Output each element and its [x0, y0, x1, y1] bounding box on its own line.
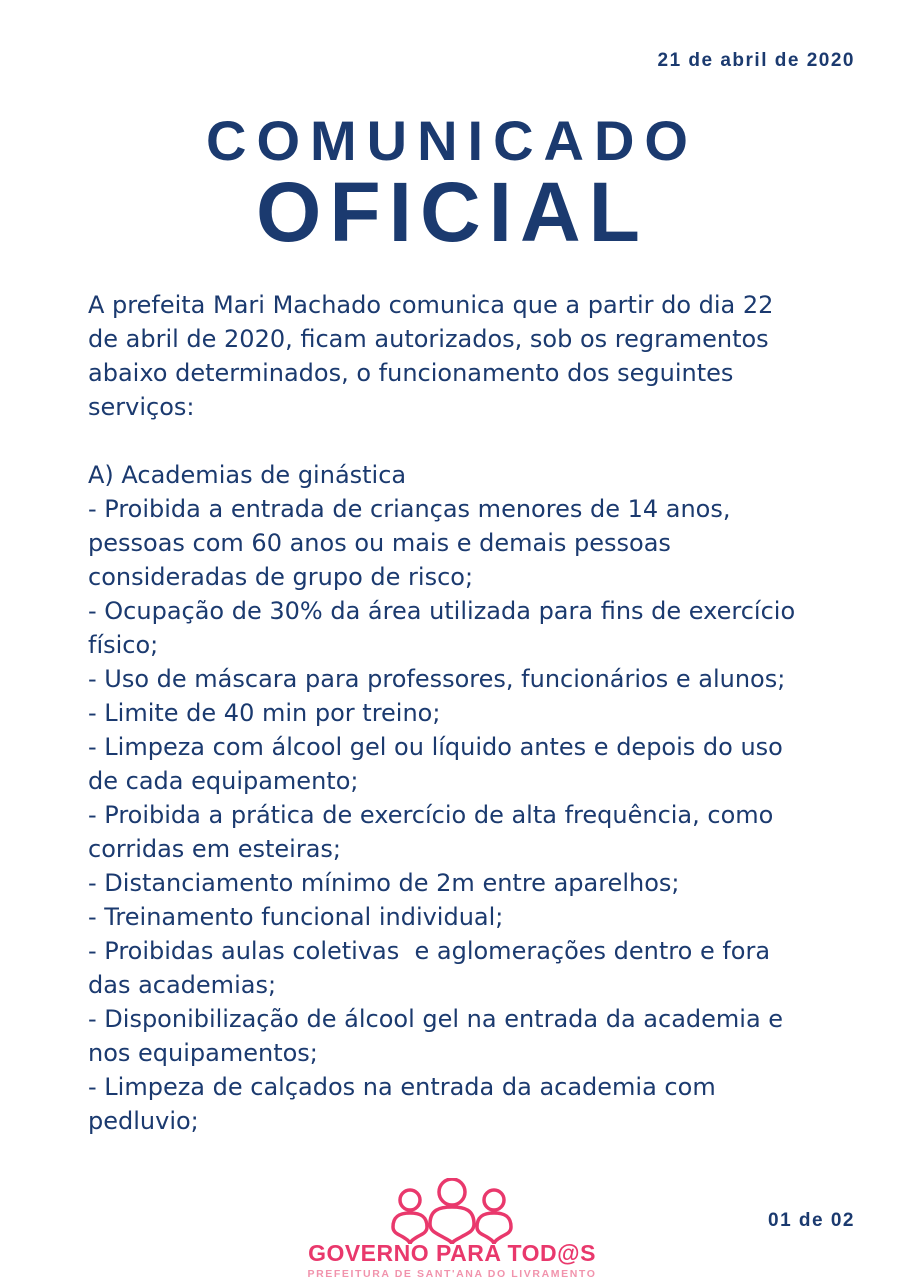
body-line: pessoas com 60 anos ou mais e demais pessoas	[88, 529, 671, 557]
date-text: 21 de abril de 2020	[657, 50, 855, 71]
body-line	[88, 424, 858, 458]
body-line: consideradas de grupo de risco;	[88, 563, 474, 591]
page-number: 01 de 02	[768, 1210, 855, 1231]
body-line: das academias;	[88, 971, 277, 999]
body-line: - Uso de máscara para professores, funcionários e alunos;	[88, 665, 786, 693]
body-line: serviços:	[88, 393, 195, 421]
body-line: corridas em esteiras;	[88, 835, 341, 863]
logo-subtitle: PREFEITURA DE SANT'ANA DO LIVRAMENTO	[307, 1268, 597, 1280]
body-line: - Limpeza com álcool gel ou líquido antes e depois do uso	[88, 733, 783, 761]
body-line: abaixo determinados, o funcionamento dos seguintes	[88, 359, 734, 387]
title-line-1: COMUNICADO	[206, 109, 698, 172]
body-line: - Disponibilização de álcool gel na entrada da academia e	[88, 1005, 784, 1033]
page-title	[0, 109, 904, 259]
body-line: A) Academias de ginástica	[88, 461, 407, 489]
people-icon	[357, 1178, 547, 1244]
body-line: - Limite de 40 min por treino;	[88, 699, 441, 727]
body-line: nos equipamentos;	[88, 1039, 318, 1067]
body-line: de abril de 2020, ficam autorizados, sob os regramentos	[88, 325, 769, 353]
body-line: de cada equipamento;	[88, 767, 359, 795]
body-line: - Limpeza de calçados na entrada da academia com	[88, 1073, 716, 1101]
body-text	[88, 288, 858, 1138]
body-line: - Ocupação de 30% da área utilizada para fins de exercício	[88, 597, 796, 625]
body-line: físico;	[88, 631, 159, 659]
body-line: - Treinamento funcional individual;	[88, 903, 504, 931]
body-line: - Proibidas aulas coletivas e aglomerações dentro e fora	[88, 937, 771, 965]
logo-title: GOVERNO PARA TOD@S	[308, 1240, 596, 1266]
title-line-2: OFICIAL	[256, 165, 648, 259]
body-line: - Distanciamento mínimo de 2m entre aparelhos;	[88, 869, 680, 897]
body-line: - Proibida a prática de exercício de alta frequência, como	[88, 801, 774, 829]
body-line: - Proibida a entrada de crianças menores de 14 anos,	[88, 495, 731, 523]
body-line: pedluvio;	[88, 1107, 199, 1135]
body-line: A prefeita Mari Machado comunica que a partir do dia 22	[88, 291, 774, 319]
